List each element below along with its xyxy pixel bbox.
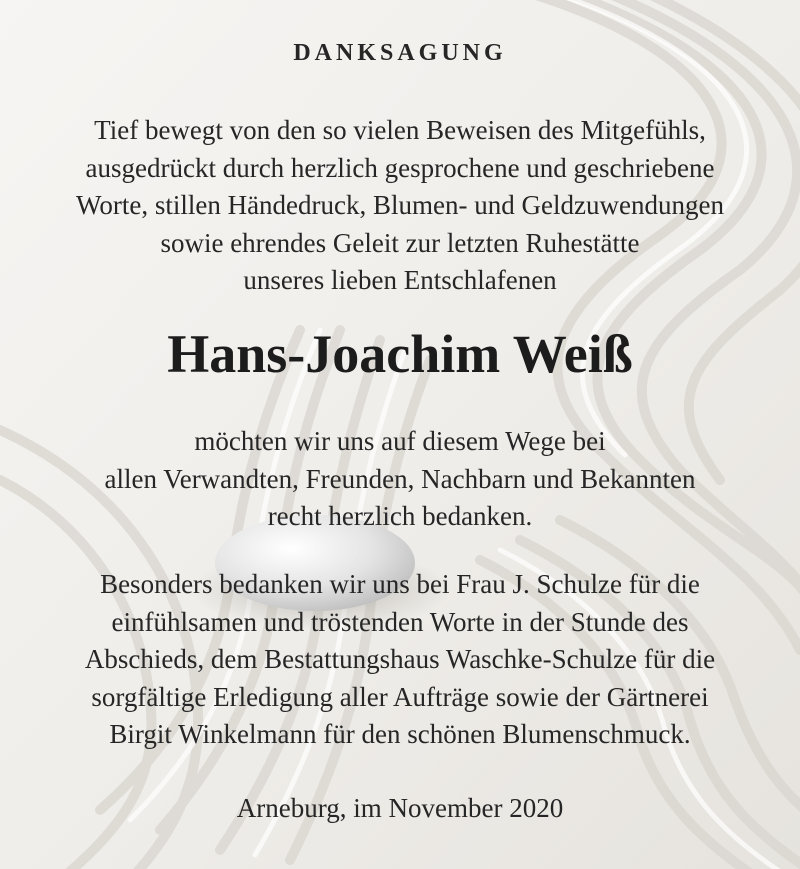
- special-thanks-paragraph: [0, 566, 800, 754]
- special-thanks-line: Besonders bedanken wir uns bei Frau J. Schulze für die: [100, 569, 700, 599]
- intro-line: unseres lieben Entschlafenen: [243, 265, 557, 295]
- special-thanks-line: Birgit Winkelmann für den schönen Blumenschmuck.: [109, 719, 691, 749]
- place-date: Arneburg, im November 2020: [236, 793, 564, 823]
- notice-heading: DANKSAGUNG: [293, 40, 507, 66]
- intro-paragraph: [0, 112, 800, 300]
- special-thanks-line: einfühlsamen und tröstenden Worte in der Stunde des: [111, 606, 689, 637]
- thanks-paragraph: [0, 423, 800, 536]
- thanks-line: möchten wir uns auf diesem Wege bei: [194, 426, 606, 456]
- deceased-name: Hans-Joachim Weiß: [167, 324, 633, 384]
- intro-line: Tief bewegt von den so vielen Beweisen des Mitgefühls,: [94, 115, 706, 145]
- intro-line: ausgedrückt durch herzlich gesprochene und geschriebene: [85, 152, 715, 183]
- intro-line: sowie ehrendes Geleit zur letzten Ruhestätte: [160, 227, 640, 258]
- thanks-line: recht herzlich bedanken.: [267, 501, 533, 531]
- special-thanks-line: sorgfältige Erledigung aller Aufträge sowie der Gärtnerei: [91, 681, 709, 712]
- special-thanks-line: Abschieds, dem Bestattungshaus Waschke-Schulze für die: [84, 644, 716, 674]
- intro-line: Worte, stillen Händedruck, Blumen- und Geldzuwendungen: [76, 190, 724, 220]
- thanks-line: allen Verwandten, Freunden, Nachbarn und Bekannten: [104, 463, 696, 494]
